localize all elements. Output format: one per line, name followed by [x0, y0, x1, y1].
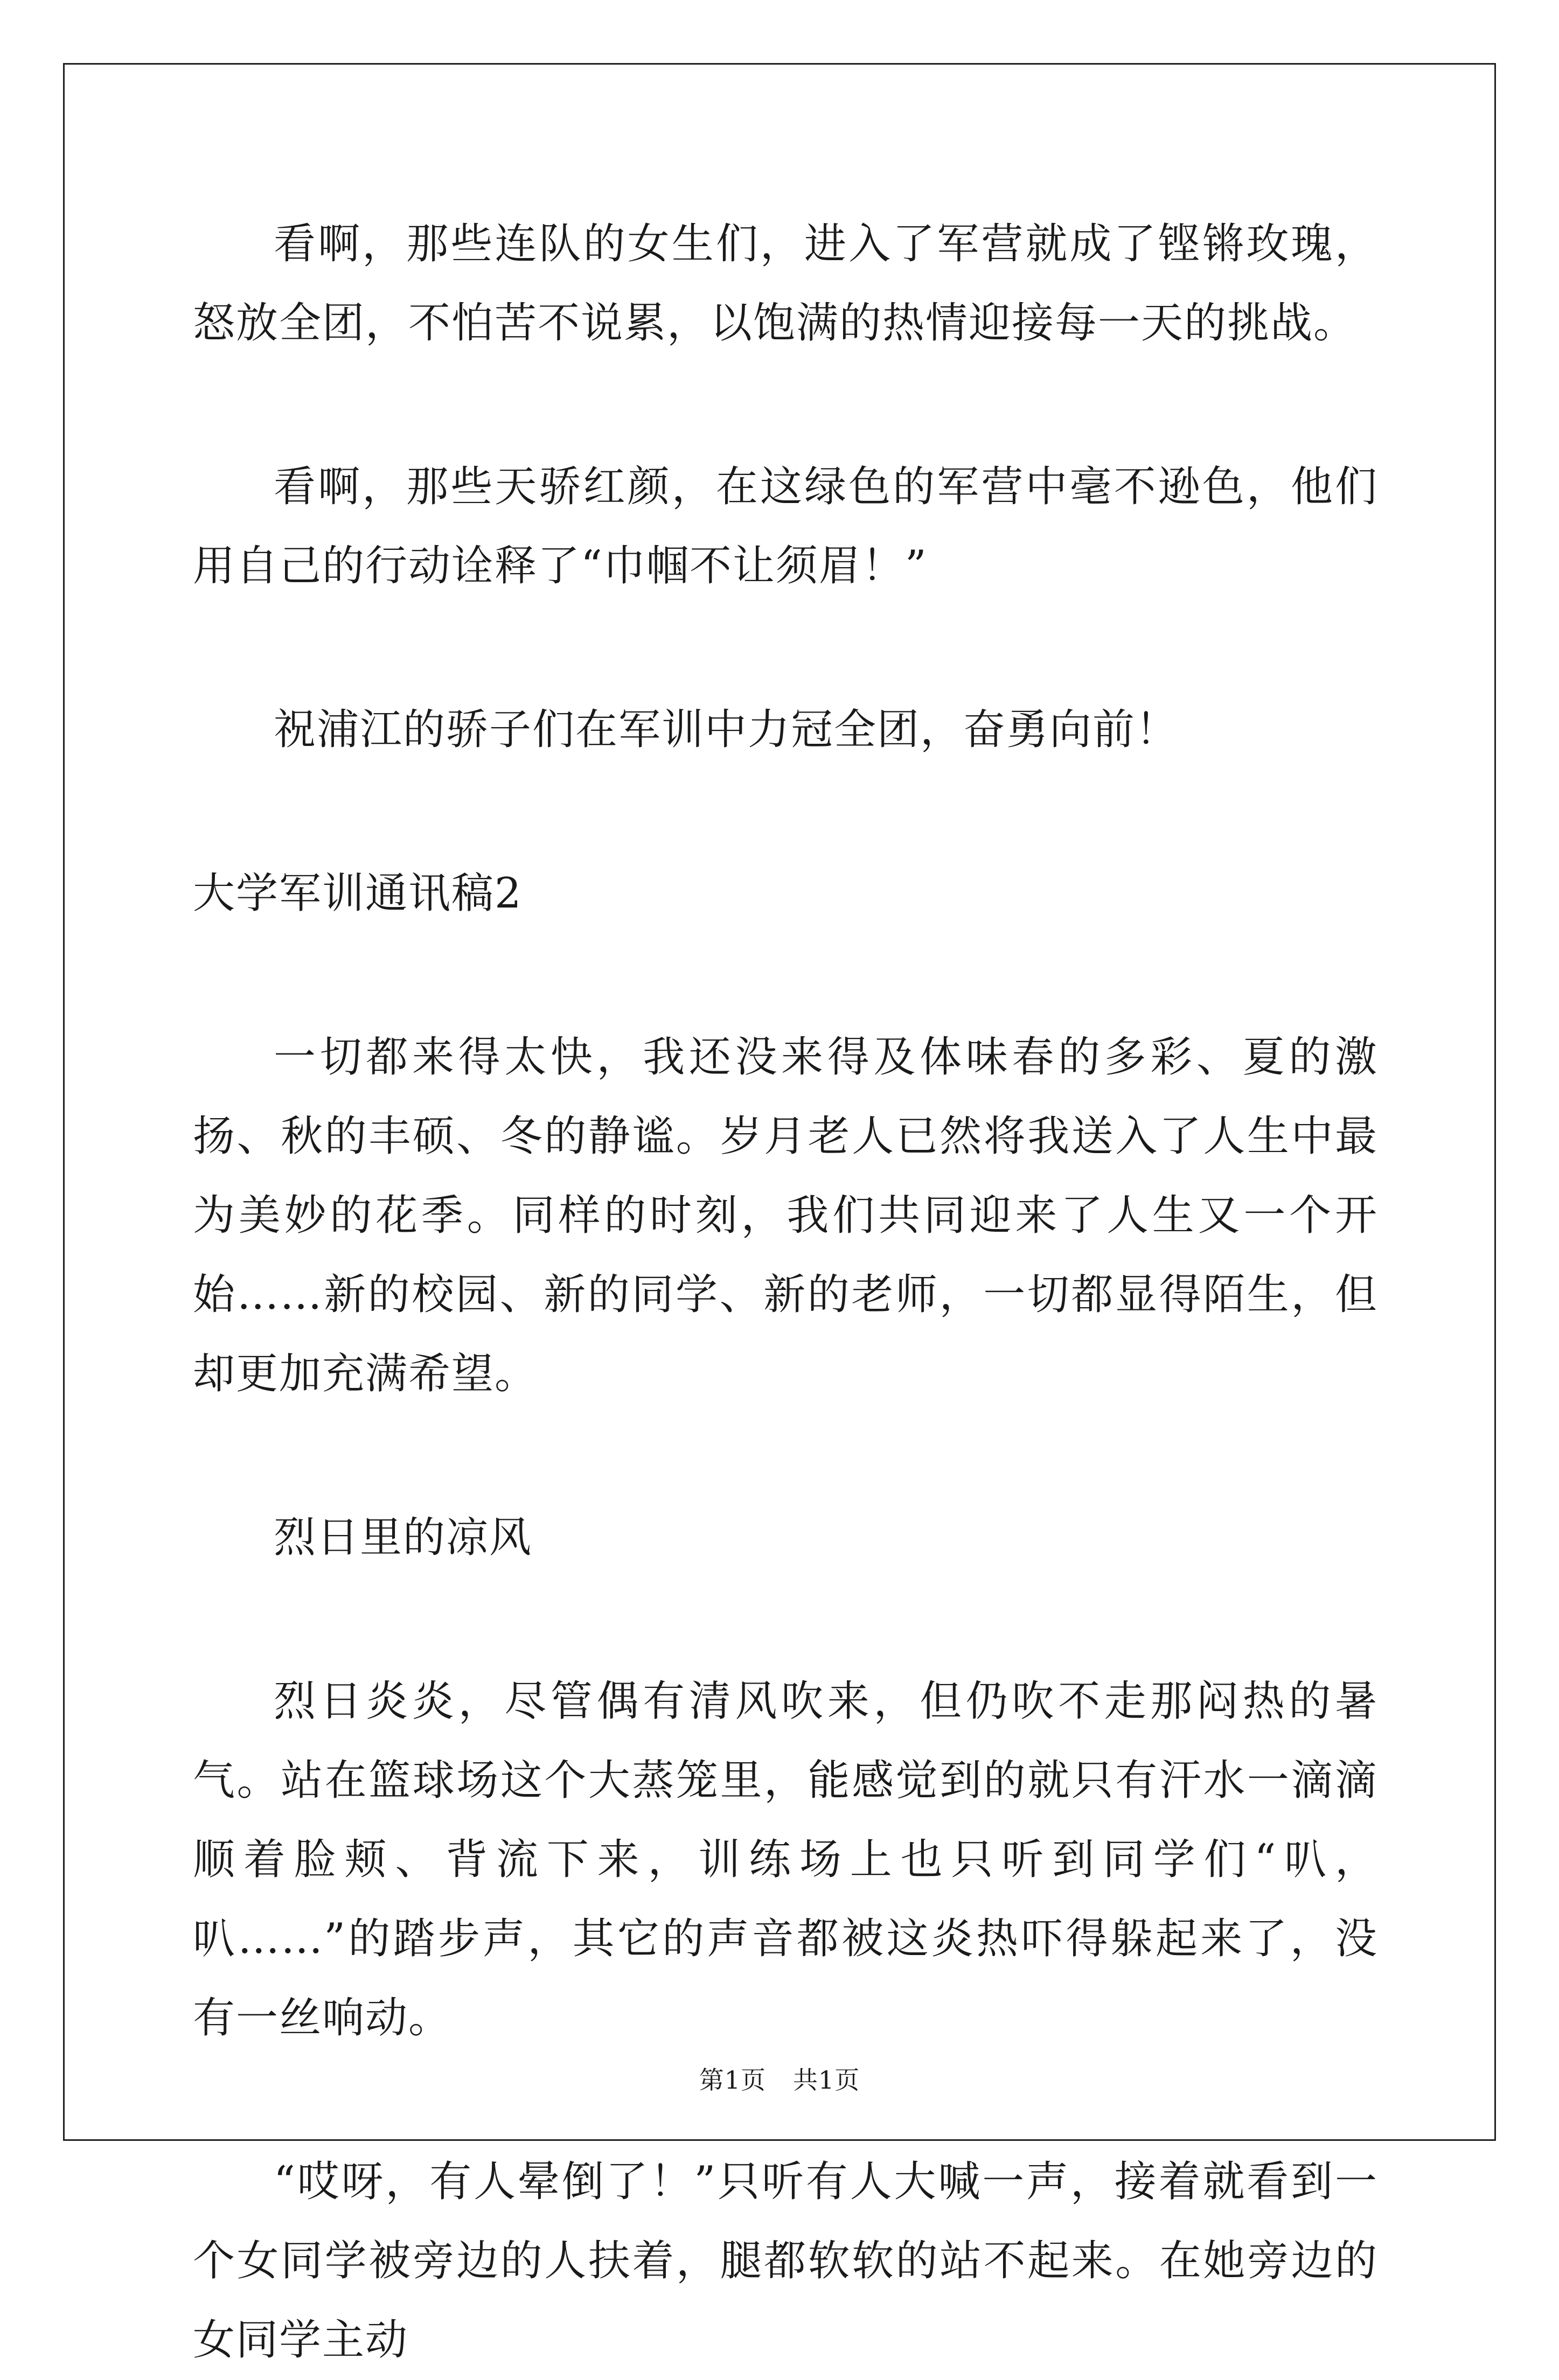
paragraph-2: 看啊，那些天骄红颜，在这绿色的军营中毫不逊色，他们用自己的行动诠释了“巾帼不让须眉！” [193, 463, 1378, 590]
page-number: 第1页 [699, 2065, 766, 2095]
paragraph-3: 祝浦江的骄子们在军训中力冠全团，奋勇向前！ [274, 706, 1179, 754]
paragraph-4: 一切都来得太快，我还没来得及体味春的多彩、夏的激扬、秋的丰硕、冬的静谧。岁月老人已然将我送入了人生中最为美妙的花季。同样的时刻，我们共同迎来了人生又一个开始……新的校园、新的同学、新的老师，一切都显得陌生，但却更加充满希望。 [193, 1033, 1378, 1398]
section-heading: 大学军训通讯稿2 [193, 869, 523, 918]
document-body [193, 205, 1378, 2380]
page-footer [0, 2064, 1559, 2096]
paragraph-6: 烈日炎炎，尽管偶有清风吹来，但仍吹不走那闷热的暑气。站在篮球场这个大蒸笼里，能感觉到的就只有汗水一滴滴顺着脸颊、背流下来，训练场上也只听到同学们“叭，叭……”的踏步声，其它的声音都被这炎热吓得躲起来了，没有一丝响动。 [193, 1677, 1378, 2042]
paragraph-1: 看啊，那些连队的女生们，进入了军营就成了铿锵玫瑰，怒放全团，不怕苦不说累，以饱满的热情迎接每一天的挑战。 [193, 220, 1378, 347]
page-total: 共1页 [793, 2065, 860, 2095]
paragraph-7: “哎呀，有人晕倒了！”只听有人大喊一声，接着就看到一个女同学被旁边的人扶着，腿都软软的站不起来。在她旁边的女同学主动 [193, 2158, 1378, 2364]
paragraph-subtitle: 烈日里的凉风 [274, 1513, 533, 1562]
